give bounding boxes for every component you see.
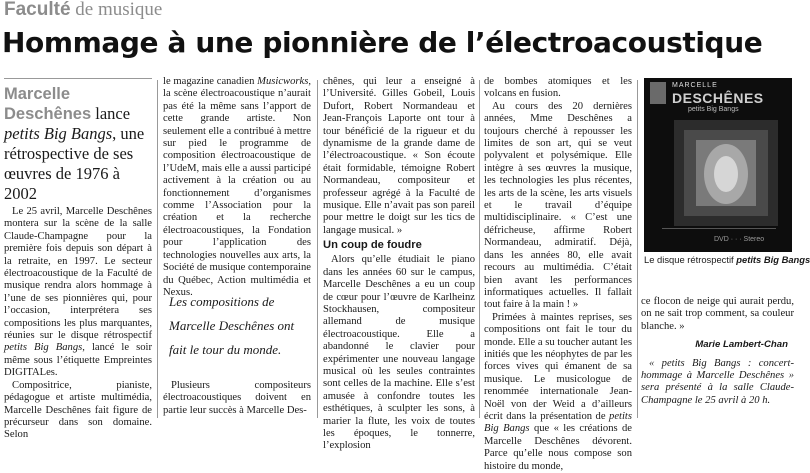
- col3-paragraph-1: chênes, qui leur a enseigné à l’Université. Gilles Gobeil, Louis Dufort, Robert Normandeau et Jean-François Laporte ont tour à tour bénéficié de la rigueur et du dynamisme de la grande dame de l’électroacoustique. « Son écoute était formidable, témoigne Robert Normandeau, compositeur et professeur agrégé à la Faculté de musique. Elle n’avait pas son pareil pour mettre le doigt sur les tics de langage musical. »: [323, 76, 475, 236]
- col2-magazine: Musicworks: [257, 76, 309, 87]
- col2-p1-end: , la scène électroacoustique n’aurait pas été la même sans l’apport de cette grande artiste. Non seulement elle a contribué à mettre sur pied le programme de composition électroacoustique de l’UdeM, mais elle a aussi participé activement à la création ou au fonctionnement d’organismes comme l’Association pour la création et la recherche électroacoustiques, la Fondation pour l’application des technologies nouvelles aux arts, la Société de musique contemporaine du Québec, Action multimédia et Nexus.: [163, 76, 312, 298]
- col1-paragraph-1: [4, 206, 152, 380]
- col1-album: petits Big Bangs: [4, 342, 83, 354]
- lead-verb: lance: [95, 104, 131, 123]
- lead-divider: [4, 78, 152, 79]
- col4-p3-text: Primées à maintes reprises, ses compositions ont fait le tour du monde. Elle a su toucher autant les initiés que les néophytes de par les forces vives qui émanent de sa musique. Le musicologue de renommée internationale Jean-Noël von der Weid a d’ailleurs écrit dans la présentation de: [484, 311, 632, 422]
- column-1: [4, 206, 152, 441]
- caption-prefix: Le disque rétrospectif: [644, 254, 734, 265]
- event-info: « petits Big Bangs : concert-hommage à Marcelle Deschênes » sera présenté à la salle Claude-Champagne le 25 avril à 20 h.: [641, 357, 794, 406]
- headline: Hommage à une pionnière de l’électroacoustique: [2, 26, 763, 59]
- column-rule-1: [157, 80, 158, 418]
- photo-caption: [644, 254, 810, 266]
- author-signature: Marie Lambert-Chan: [695, 339, 788, 351]
- caption-album: petits Big Bangs: [736, 254, 810, 265]
- col4-paragraph-1: de bombes atomiques et les volcans en fusion.: [484, 76, 632, 100]
- column-4: [484, 76, 632, 472]
- column-rule-2: [317, 80, 318, 418]
- cover-title: DESCHÊNES: [672, 90, 764, 106]
- column-2: [163, 76, 311, 418]
- col4-paragraph-3: [484, 312, 632, 473]
- subhead: Un coup de foudre: [323, 239, 422, 252]
- kicker-music: de musique: [75, 0, 163, 20]
- column-rule-3: [479, 80, 480, 418]
- col1-paragraph-2: Compositrice, pianiste, pédagogue et artiste multimédia, Marcelle Deschênes fait figure de précurseur dans son domaine. Selon: [4, 379, 152, 441]
- section-kicker: [4, 0, 162, 20]
- column-2-bottom: [163, 380, 311, 418]
- lead-author: Marcelle Deschênes: [4, 85, 92, 123]
- column-rule-4: [637, 80, 638, 418]
- cover-artist: MARCELLE: [672, 82, 718, 89]
- col4-p3-end: que « les créations de Marcelle Deschênes dévorent. Parce qu’elle nous compose son histoire du monde,: [484, 423, 632, 472]
- kicker-faculty: Faculté: [4, 0, 71, 20]
- col1-p1-text: Le 25 avril, Marcelle Deschênes montera sur la scène de la salle Claude-Champagne pour la première fois depuis son départ à la retraite, en 1997. Le secteur électroacoustique de la Faculté de musique rendra alors hommage à l’une de ses pionnières qui, pour l’occasion, interprétera ses compositions les plus marquantes, réunies sur le disque rétrospectif: [4, 206, 152, 342]
- lead-paragraph: [4, 84, 156, 204]
- cover-dvd-logo: DVD · · · Stereo: [714, 236, 765, 243]
- lead-rest: , une rétrospective de ses œuvres de 1976 à 2002: [4, 124, 145, 203]
- col2-paragraph-1: [163, 76, 311, 299]
- album-cover-photo: [644, 78, 792, 252]
- col2-paragraph-2: Plusieurs compositeurs électroacoustiques doivent en partie leur succès à Marcelle Des-: [163, 380, 311, 416]
- col2-p1-start: le magazine canadien: [163, 76, 255, 87]
- cover-subtitle: petits Big Bangs: [688, 106, 739, 113]
- col4-paragraph-2: Au cours des 20 dernières années, Mme Deschênes a toujours cherché à repousser les limites de son art, qui se veut polyvalent et polysémique. Elle intègre à ses œuvres la musique, les technologies les plus récentes, les arts de la scène, les arts visuels et le travail d’équipe multidisciplinaire. « C’est une défricheuse, affirme Robert Normandeau, admiratif. Déjà, dans les années 80, elle avait recours au multimédia. C’était bien avant les performances informatiques actuelles. Il fallait tout faire à la main ! »: [484, 100, 632, 311]
- col1-p1-end: , lancé le soir même sous l’étiquette Empreintes DIGITALes.: [4, 342, 152, 379]
- column-3: [323, 76, 475, 452]
- column-5: [641, 296, 794, 418]
- col4-album: petits Big Bangs: [484, 410, 632, 435]
- pull-quote: Les compositions de Marcelle Deschênes ont fait le tour du monde.: [169, 294, 295, 357]
- col3-paragraph-2: Alors qu’elle étudiait le piano dans les années 60 sur le campus, Marcelle Deschênes a eu un coup de cœur pour l’œuvre de Karlheinz Stockhausen, compositeur allemand de musique électroacoustique. Elle a abandonné le clavier pour expérimenter une nouveau langage musical où les seules contraintes sont celles de la machine. Elle s’est amusée à confondre toutes les esthétiques, à sculpter les sons, à marier la flute, les voix de toutes les époques, le tonnerre, l’explosion: [323, 254, 475, 452]
- col5-paragraph-1: ce flocon de neige qui aurait perdu, on ne sait trop comment, sa couleur blanche. »: [641, 296, 794, 332]
- lead-album: petits Big Bangs: [4, 124, 113, 143]
